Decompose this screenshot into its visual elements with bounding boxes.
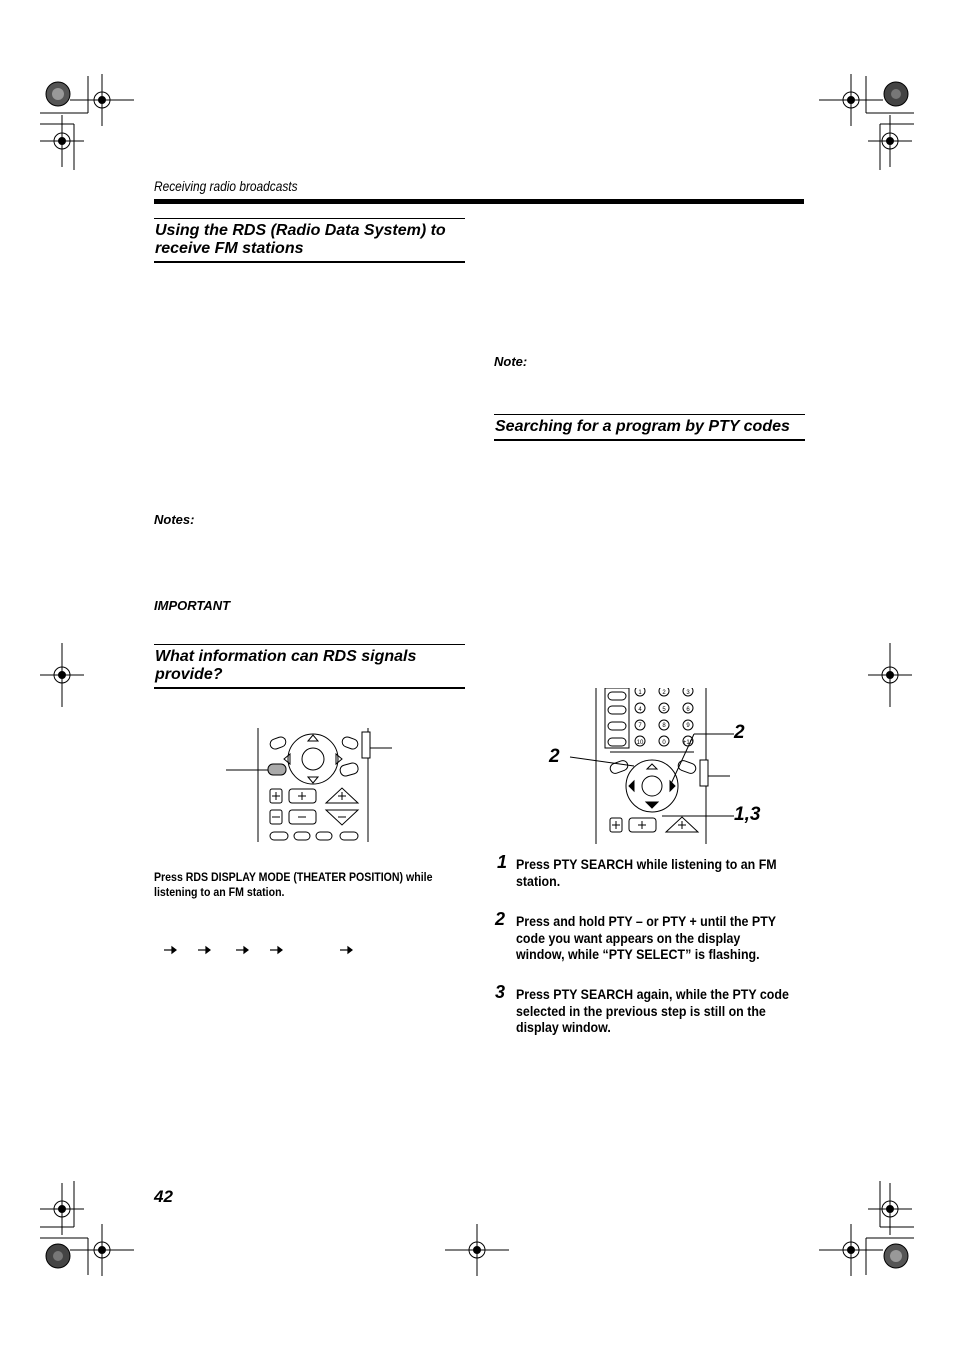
- callout-2-right: 2: [734, 722, 745, 743]
- svg-text:0: 0: [662, 740, 666, 746]
- svg-text:1: 1: [638, 690, 642, 696]
- section-title-rds: Using the RDS (Radio Data System) to receive FM stations: [154, 218, 465, 263]
- callout-1-3: 1,3: [734, 804, 761, 825]
- svg-text:6: 6: [686, 707, 690, 713]
- svg-text:5: 5: [662, 707, 666, 713]
- step-1-number: 1: [497, 852, 508, 872]
- remote-illustration-display-mode: [226, 726, 396, 844]
- step-1-text: Press PTY SEARCH while listening to an FM station.: [516, 857, 777, 889]
- svg-text:+10: +10: [682, 740, 694, 746]
- section-title-rds-info: What information can RDS signals provide?: [154, 644, 465, 689]
- remote-illustration-pty: [566, 688, 736, 846]
- step-3-text: Press PTY SEARCH again, while the PTY code selected in the previous step is still on the display window.: [516, 987, 789, 1035]
- svg-text:10: 10: [636, 740, 644, 746]
- page-number: 42: [154, 1187, 173, 1206]
- svg-text:3: 3: [686, 690, 690, 696]
- display-sequence-arrows: [160, 944, 360, 956]
- step-2-number: 2: [495, 909, 506, 929]
- step-2-text: Press and hold PTY – or PTY + until the PTY code you want appears on the display window, while “PTY SELECT” is flashing.: [516, 914, 776, 962]
- svg-text:9: 9: [686, 723, 690, 729]
- note-label: Note:: [494, 354, 528, 369]
- section-title-pty-search: Searching for a program by PTY codes: [494, 414, 805, 441]
- running-header: Receiving radio broadcasts: [154, 178, 298, 194]
- step-3-number: 3: [495, 982, 506, 1002]
- header-rule: [154, 199, 804, 204]
- instruction-text: Press RDS DISPLAY MODE (THEATER POSITION) while listening to an FM station.: [154, 872, 433, 899]
- svg-text:7: 7: [638, 723, 642, 729]
- svg-text:4: 4: [638, 707, 642, 713]
- important-label: IMPORTANT: [154, 598, 231, 613]
- callout-2-left: 2: [549, 746, 560, 767]
- svg-text:2: 2: [662, 690, 666, 696]
- svg-text:8: 8: [662, 723, 666, 729]
- notes-label: Notes:: [154, 512, 195, 527]
